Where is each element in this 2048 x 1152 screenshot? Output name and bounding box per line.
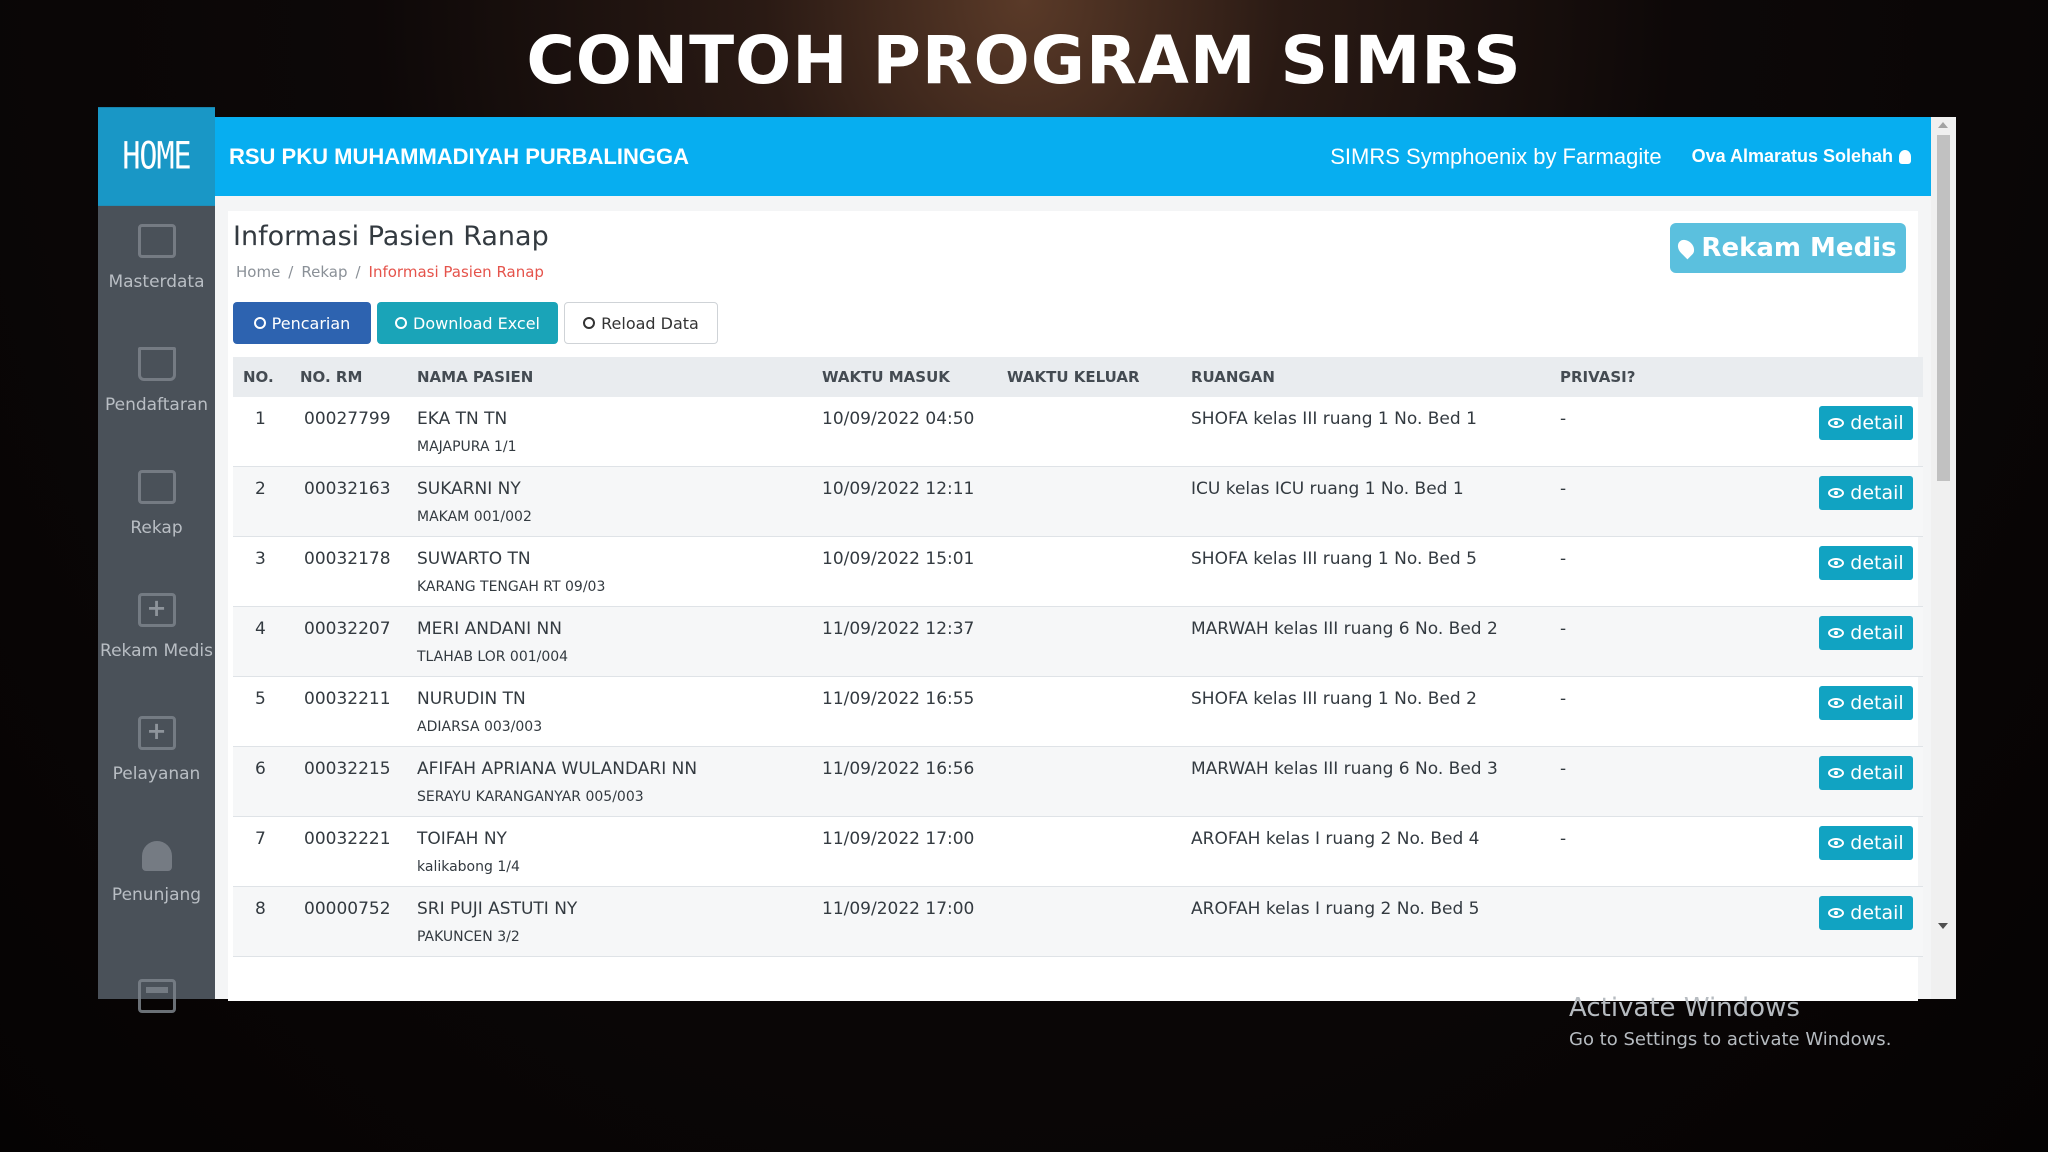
cell-alamat: kalikabong 1/4 xyxy=(417,859,520,875)
cell-no-rm xyxy=(304,549,391,569)
user-icon xyxy=(1899,150,1911,164)
cell-alamat: PAKUNCEN 3/2 xyxy=(417,929,520,945)
cell-no-value: 5 xyxy=(255,689,266,709)
cell-ruangan xyxy=(1191,549,1477,569)
main-content xyxy=(215,196,1931,1050)
cell-no-rm xyxy=(304,759,391,779)
search-icon xyxy=(254,317,266,329)
user-menu[interactable] xyxy=(1692,146,1911,167)
download-excel-label: Download Excel xyxy=(413,313,540,333)
top-bar xyxy=(215,117,1931,196)
medkit-icon xyxy=(138,716,176,750)
cell-ruangan xyxy=(1191,899,1480,919)
cell-privasi-value: - xyxy=(1560,409,1567,429)
cell-no-rm-value: 00032163 xyxy=(304,479,391,499)
cell-waktu-masuk-value: 11/09/2022 16:56 xyxy=(822,759,975,779)
cell-no xyxy=(255,409,266,429)
cell-alamat: KARANG TENGAH RT 09/03 xyxy=(417,579,606,595)
cell-nama-pasien-value: SRI PUJI ASTUTI NY xyxy=(417,899,578,919)
cell-nama-pasien-value: MERI ANDANI NN xyxy=(417,619,562,639)
product-name: SIMRS Symphoenix by Farmagite xyxy=(1330,143,1662,169)
cell-no-value: 3 xyxy=(255,549,266,569)
cell-ruangan xyxy=(1191,689,1477,709)
cell-no-value: 1 xyxy=(255,409,266,429)
cell-no-rm xyxy=(304,689,391,709)
cell-waktu-masuk xyxy=(822,479,974,499)
cell-no-rm xyxy=(304,479,391,499)
eye-icon xyxy=(1828,418,1844,428)
table-row xyxy=(233,607,1923,677)
cell-waktu-masuk-value: 11/09/2022 16:55 xyxy=(822,689,975,709)
detail-button-label: detail xyxy=(1850,902,1904,924)
watermark-title: Activate Windows xyxy=(1569,993,1800,1023)
sidebar-item-rekap[interactable] xyxy=(98,442,215,565)
cell-no-value: 6 xyxy=(255,759,266,779)
sidebar-item-label: Penunjang xyxy=(111,884,202,905)
map-icon xyxy=(138,347,176,381)
detail-button[interactable] xyxy=(1819,546,1913,580)
cell-no xyxy=(255,689,266,709)
header-ruangan: RUANGAN xyxy=(1191,368,1275,386)
cell-ruangan-value: MARWAH kelas III ruang 6 No. Bed 3 xyxy=(1191,759,1498,779)
cell-no xyxy=(255,619,266,639)
sidebar-item-calculator[interactable] xyxy=(98,934,215,1057)
reload-data-label: Reload Data xyxy=(601,313,699,333)
cell-no-value: 7 xyxy=(255,829,266,849)
cell-alamat: TLAHAB LOR 001/004 xyxy=(417,649,569,665)
cell-no xyxy=(255,479,266,499)
detail-button[interactable] xyxy=(1819,896,1913,930)
table-row xyxy=(233,817,1923,887)
refresh-icon xyxy=(583,317,595,329)
sidebar-item-pelayanan[interactable] xyxy=(98,688,215,811)
header-waktu-keluar: WAKTU KELUAR xyxy=(1007,368,1140,386)
cell-ruangan xyxy=(1191,409,1477,429)
breadcrumb-separator: / xyxy=(355,263,361,281)
cell-waktu-masuk-value: 11/09/2022 12:37 xyxy=(822,619,975,639)
header-no-rm: NO. RM xyxy=(300,368,363,386)
breadcrumb-home[interactable]: Home xyxy=(236,263,281,281)
cell-nama-pasien xyxy=(417,549,605,595)
cell-nama-pasien-value: AFIFAH APRIANA WULANDARI NN xyxy=(417,759,698,779)
cell-ruangan-value: MARWAH kelas III ruang 6 No. Bed 2 xyxy=(1191,619,1498,639)
cell-ruangan-value: SHOFA kelas III ruang 1 No. Bed 2 xyxy=(1191,689,1477,709)
cell-no-value: 8 xyxy=(255,899,266,919)
scroll-down-icon[interactable] xyxy=(1938,923,1948,929)
detail-button[interactable] xyxy=(1819,406,1913,440)
cell-ruangan xyxy=(1191,479,1464,499)
home-logo[interactable]: HOME xyxy=(98,107,215,206)
medical-folder-icon xyxy=(138,593,176,627)
sidebar xyxy=(98,117,215,999)
scroll-up-icon[interactable] xyxy=(1938,122,1948,128)
sidebar-item-label: Rekam Medis xyxy=(100,640,213,661)
cell-waktu-masuk xyxy=(822,899,974,919)
cell-ruangan xyxy=(1191,619,1498,639)
search-button-label: Pencarian xyxy=(271,313,351,333)
cell-alamat: SERAYU KARANGANYAR 005/003 xyxy=(417,789,644,805)
cell-no-rm xyxy=(304,899,391,919)
eye-icon xyxy=(1828,558,1844,568)
toolbar xyxy=(233,302,718,344)
patient-table xyxy=(233,357,1923,957)
cell-waktu-masuk xyxy=(822,619,974,639)
cell-no-rm-value: 00032215 xyxy=(304,759,391,779)
cell-privasi-value: - xyxy=(1560,689,1567,709)
detail-button-label: detail xyxy=(1850,762,1904,784)
vertical-scrollbar[interactable] xyxy=(1931,117,1956,999)
eye-icon xyxy=(1828,768,1844,778)
rekam-medis-button[interactable] xyxy=(1670,223,1906,273)
sidebar-item-masterdata[interactable] xyxy=(98,196,215,319)
activate-windows-watermark xyxy=(1569,993,1891,1050)
cell-nama-pasien-value: TOIFAH NY xyxy=(417,829,507,849)
table-row xyxy=(233,677,1923,747)
header-privasi: PRIVASI? xyxy=(1560,368,1636,386)
search-button[interactable] xyxy=(233,302,371,344)
cell-waktu-masuk-value: 11/09/2022 17:00 xyxy=(822,899,975,919)
cell-privasi xyxy=(1560,759,1566,779)
cell-privasi xyxy=(1560,619,1566,639)
cell-ruangan-value: ICU kelas ICU ruang 1 No. Bed 1 xyxy=(1191,479,1464,499)
cell-nama-pasien-value: NURUDIN TN xyxy=(417,689,526,709)
cell-nama-pasien xyxy=(417,479,532,525)
header-no: NO. xyxy=(243,368,274,386)
calculator-icon xyxy=(138,979,176,1013)
eye-icon xyxy=(1828,698,1844,708)
table-row xyxy=(233,467,1923,537)
reload-data-button[interactable] xyxy=(564,302,718,344)
cell-no-rm-value: 00000752 xyxy=(304,899,391,919)
cell-no-rm-value: 00032178 xyxy=(304,549,391,569)
cell-no-value: 4 xyxy=(255,619,266,639)
sidebar-item-label: Pelayanan xyxy=(112,763,201,784)
cell-nama-pasien xyxy=(417,759,697,805)
cell-nama-pasien xyxy=(417,899,577,945)
cell-waktu-masuk-value: 10/09/2022 12:11 xyxy=(822,479,975,499)
table-header xyxy=(233,357,1923,397)
user-name: Ova Almaratus Solehah xyxy=(1691,146,1893,166)
sidebar-item-penunjang[interactable] xyxy=(98,811,215,934)
cell-waktu-masuk xyxy=(822,759,974,779)
slide-title: CONTOH PROGRAM SIMRS xyxy=(526,22,1522,99)
header-waktu-masuk: WAKTU MASUK xyxy=(822,368,950,386)
breadcrumb xyxy=(236,263,544,281)
keyboard-icon xyxy=(138,224,176,258)
cell-waktu-masuk xyxy=(822,829,974,849)
table-row xyxy=(233,887,1923,957)
header-nama-pasien: NAMA PASIEN xyxy=(417,368,534,386)
hospital-name: RSU PKU MUHAMMADIYAH PURBALINGGA xyxy=(229,143,689,169)
sidebar-item-pendaftaran[interactable] xyxy=(98,319,215,442)
cell-waktu-masuk xyxy=(822,689,974,709)
cell-no-rm-value: 00032211 xyxy=(304,689,391,709)
cell-nama-pasien xyxy=(417,689,542,735)
table-row xyxy=(233,747,1923,817)
cell-nama-pasien-value: SUKARNI NY xyxy=(417,479,521,499)
cell-nama-pasien-value: SUWARTO TN xyxy=(417,549,531,569)
cell-ruangan xyxy=(1191,829,1480,849)
cell-no xyxy=(255,549,266,569)
breadcrumb-rekap[interactable]: Rekap xyxy=(301,263,348,281)
sidebar-item-label: Masterdata xyxy=(108,271,205,292)
user-icon xyxy=(142,841,172,871)
detail-button-label: detail xyxy=(1850,692,1904,714)
cell-waktu-masuk-value: 10/09/2022 15:01 xyxy=(822,549,975,569)
detail-button[interactable] xyxy=(1819,686,1913,720)
table-body xyxy=(233,397,1923,957)
cell-alamat: MAJAPURA 1/1 xyxy=(417,439,517,455)
cell-privasi xyxy=(1560,549,1566,569)
cell-privasi xyxy=(1560,479,1566,499)
sidebar-item-label: Pendaftaran xyxy=(104,394,209,415)
cell-ruangan-value: SHOFA kelas III ruang 1 No. Bed 5 xyxy=(1191,549,1477,569)
cell-ruangan-value: AROFAH kelas I ruang 2 No. Bed 5 xyxy=(1191,899,1480,919)
cell-waktu-masuk xyxy=(822,409,974,429)
detail-button[interactable] xyxy=(1819,476,1913,510)
detail-button-label: detail xyxy=(1850,832,1904,854)
download-excel-button[interactable] xyxy=(377,302,558,344)
detail-button[interactable] xyxy=(1819,756,1913,790)
cell-ruangan-value: AROFAH kelas I ruang 2 No. Bed 4 xyxy=(1191,829,1480,849)
patient-info-panel xyxy=(228,211,1918,1050)
page-title: Informasi Pasien Ranap xyxy=(233,221,549,252)
cell-privasi xyxy=(1560,409,1566,429)
cell-nama-pasien-value: EKA TN TN xyxy=(417,409,508,429)
rekam-medis-label: Rekam Medis xyxy=(1701,233,1897,263)
detail-button-label: detail xyxy=(1850,622,1904,644)
cell-nama-pasien xyxy=(417,829,520,875)
cell-no-rm xyxy=(304,829,391,849)
sidebar-item-label: Rekap xyxy=(130,517,183,538)
detail-button-label: detail xyxy=(1850,482,1904,504)
watermark-subtitle: Go to Settings to activate Windows. xyxy=(1569,1029,1892,1050)
detail-button-label: detail xyxy=(1850,552,1904,574)
cell-waktu-masuk-value: 11/09/2022 17:00 xyxy=(822,829,975,849)
scroll-thumb[interactable] xyxy=(1937,135,1950,481)
cell-privasi-value: - xyxy=(1560,549,1567,569)
cell-privasi-value: - xyxy=(1560,829,1567,849)
cell-no-rm xyxy=(304,619,391,639)
table-row xyxy=(233,397,1923,467)
table-row xyxy=(233,537,1923,607)
eye-icon xyxy=(1828,908,1844,918)
cell-no-rm-value: 00032207 xyxy=(304,619,391,639)
cell-no-rm-value: 00027799 xyxy=(304,409,391,429)
eye-icon xyxy=(1828,488,1844,498)
cell-privasi-value: - xyxy=(1560,479,1567,499)
sidebar-item-rekam-medis[interactable] xyxy=(98,565,215,688)
cell-alamat: ADIARSA 003/003 xyxy=(417,719,543,735)
detail-button[interactable] xyxy=(1819,616,1913,650)
cell-no-rm-value: 00032221 xyxy=(304,829,391,849)
cell-no xyxy=(255,829,266,849)
detail-button-label: detail xyxy=(1850,412,1904,434)
cell-alamat: MAKAM 001/002 xyxy=(417,509,532,525)
eye-icon xyxy=(1828,628,1844,638)
cell-ruangan xyxy=(1191,759,1498,779)
cell-nama-pasien xyxy=(417,409,517,455)
map-marker-icon xyxy=(1675,237,1698,260)
presentation-icon xyxy=(138,470,176,504)
cell-no xyxy=(255,899,266,919)
detail-button[interactable] xyxy=(1819,826,1913,860)
cell-ruangan-value: SHOFA kelas III ruang 1 No. Bed 1 xyxy=(1191,409,1477,429)
cell-no-value: 2 xyxy=(255,479,266,499)
cell-privasi xyxy=(1560,829,1566,849)
cell-nama-pasien xyxy=(417,619,568,665)
download-icon xyxy=(395,317,407,329)
breadcrumb-separator: / xyxy=(288,263,294,281)
cell-no xyxy=(255,759,266,779)
breadcrumb-current: Informasi Pasien Ranap xyxy=(368,263,544,281)
cell-waktu-masuk xyxy=(822,549,974,569)
cell-waktu-masuk-value: 10/09/2022 04:50 xyxy=(822,409,975,429)
cell-privasi xyxy=(1560,689,1566,709)
cell-no-rm xyxy=(304,409,391,429)
cell-privasi-value: - xyxy=(1560,619,1567,639)
cell-privasi-value: - xyxy=(1560,759,1567,779)
eye-icon xyxy=(1828,838,1844,848)
simrs-app-window xyxy=(98,117,1956,1050)
